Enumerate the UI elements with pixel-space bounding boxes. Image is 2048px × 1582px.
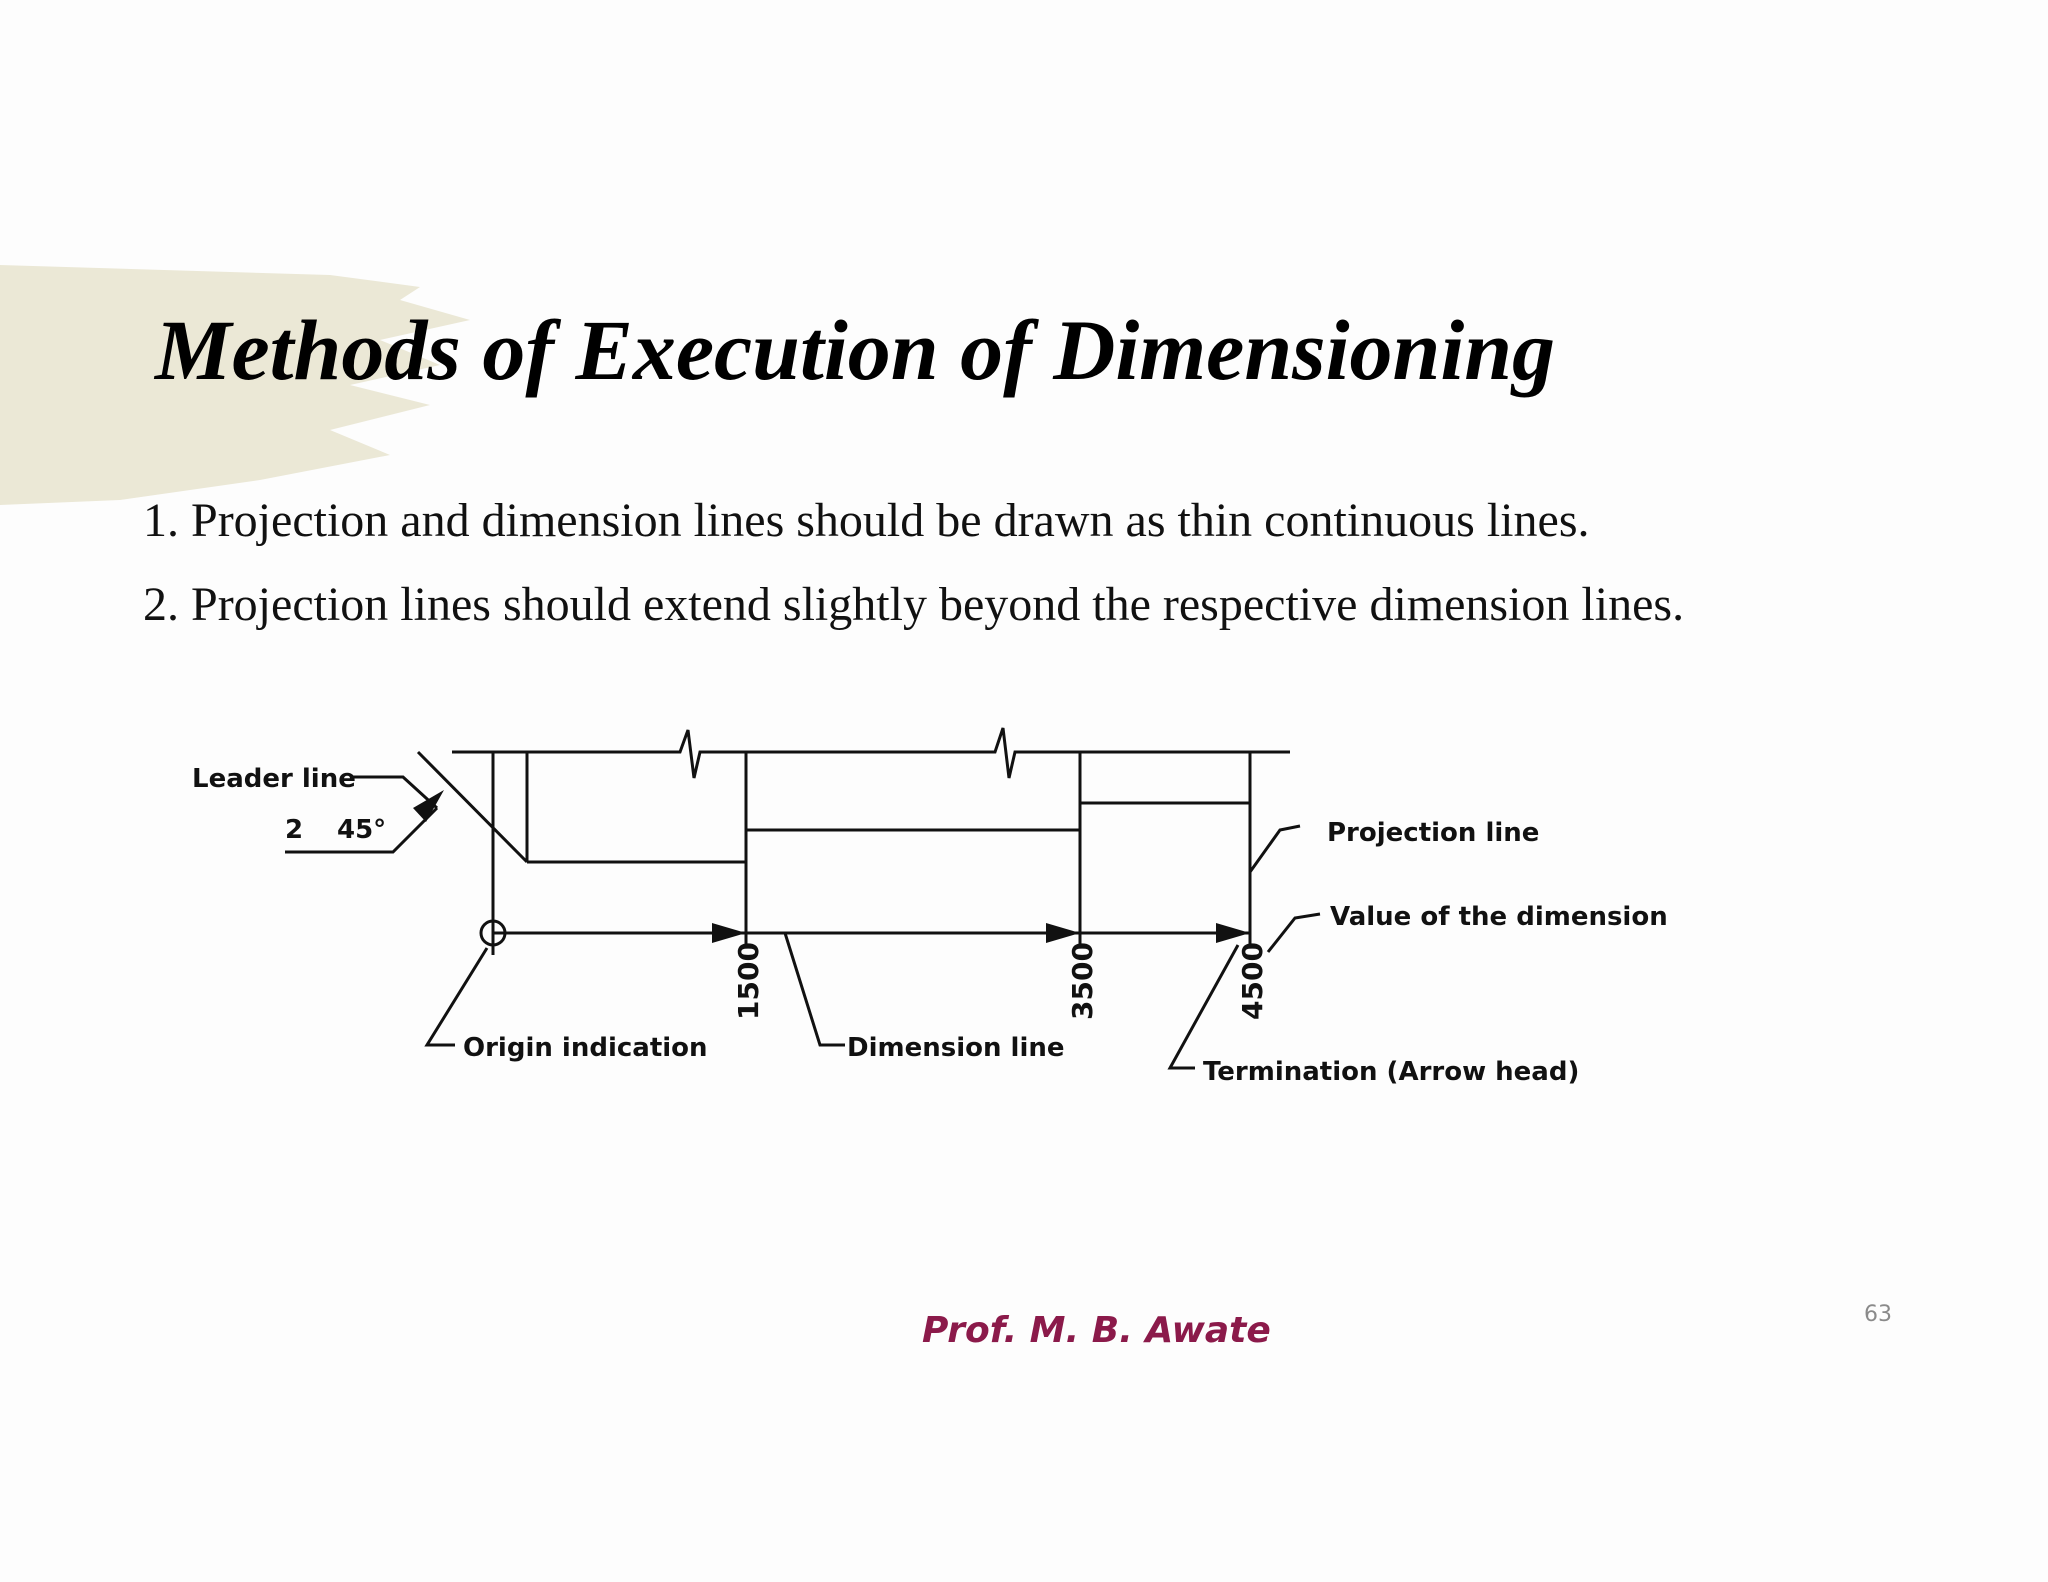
part-step-profile [527,752,1250,862]
arrowhead-4500 [1216,923,1250,943]
origin-callout-leader [427,948,487,1045]
dimension-value-3500: 3500 [1066,942,1099,1020]
slide-title: Methods of Execution of Dimensioning [155,302,1556,398]
leader-arrowhead [413,790,444,822]
leader-line-label: Leader line [192,764,356,794]
chamfer-angle-label: 45° [337,815,387,845]
arrowhead-3500 [1046,923,1080,943]
dimension-value-1500: 1500 [732,942,765,1020]
projection-callout-leader [1250,826,1300,872]
bullet-item: 1. Projection and dimension lines should be drawn as thin continuous lines. [143,494,1590,547]
termination-callout-leader [1170,945,1238,1068]
value-of-dimension-label: Value of the dimension [1330,902,1668,932]
part-top-edge [452,728,1290,778]
origin-indication-label: Origin indication [463,1033,708,1063]
page-number: 63 [1864,1302,1892,1327]
bullet-list [143,488,1684,656]
value-callout-leader [1268,914,1320,952]
bullet-item: 2. Projection lines should extend slightly beyond the respective dimension lines. [143,578,1685,631]
chamfer-count-label: 2 [285,815,304,845]
dimensioning-diagram [170,715,1670,1095]
author-credit: Prof. M. B. Awate [922,1310,1271,1351]
arrowhead-1500 [712,923,746,943]
dimension-line-label: Dimension line [847,1033,1065,1063]
dimension-callout-leader [785,933,845,1045]
termination-label: Termination (Arrow head) [1203,1057,1580,1087]
dimension-value-4500: 4500 [1236,942,1269,1020]
projection-line-label: Projection line [1327,818,1540,848]
